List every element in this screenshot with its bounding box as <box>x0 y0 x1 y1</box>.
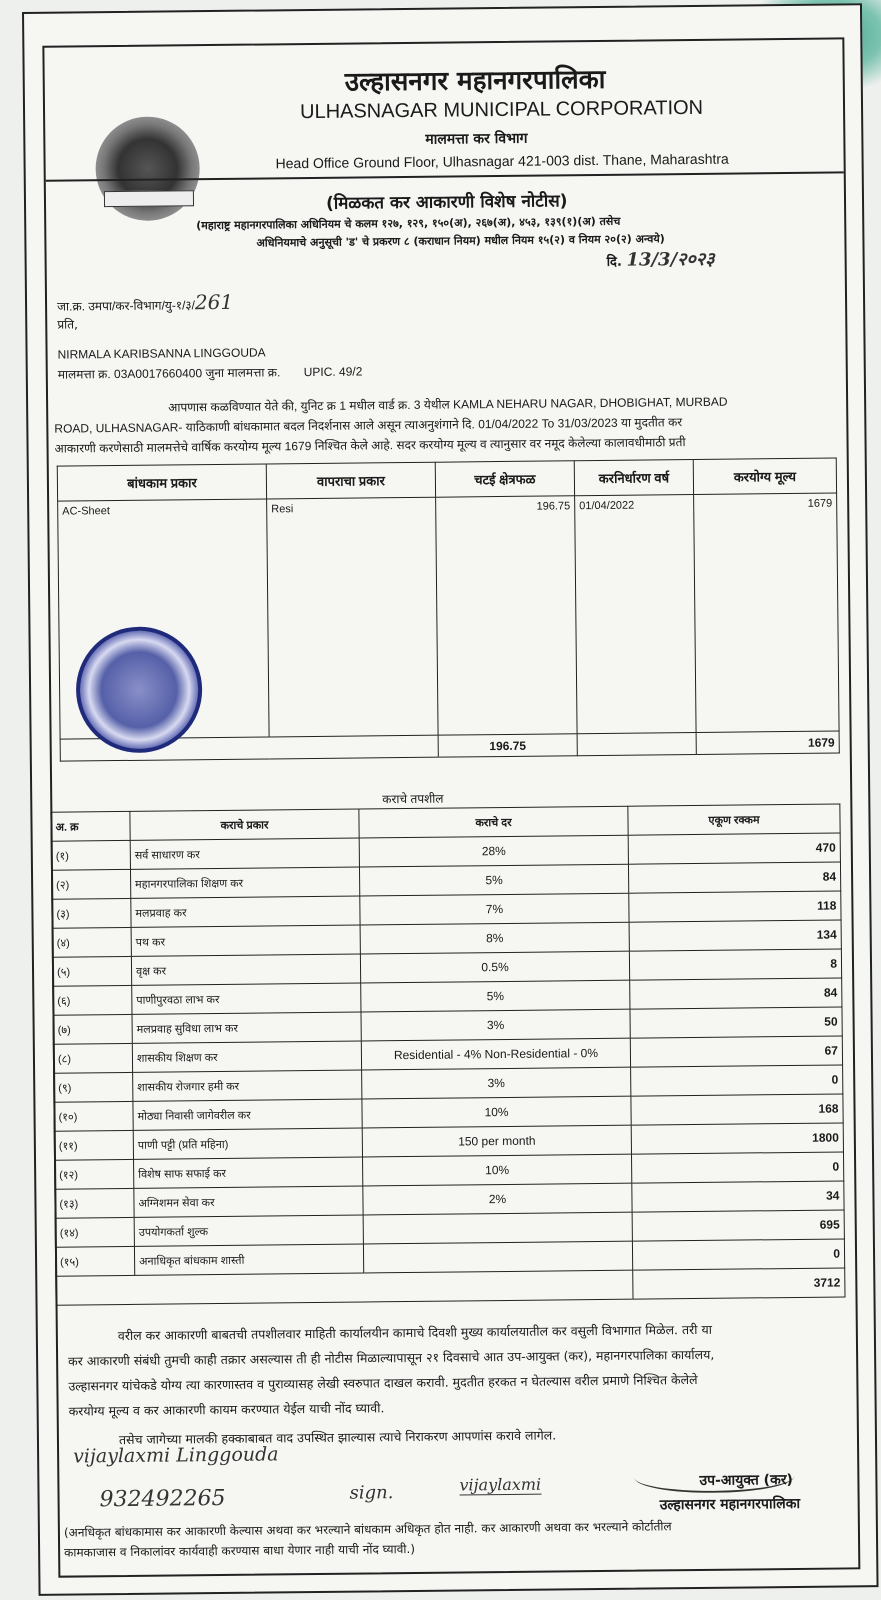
col-usage: वापराचा प्रकार <box>266 462 435 499</box>
ref-value: 261 <box>194 289 234 315</box>
col-amount: एकूण रक्कम <box>628 804 840 835</box>
prati: प्रति, <box>57 317 78 332</box>
tax-row-amount: 0 <box>632 1239 844 1270</box>
tax-row-type: महानगरपालिका शिक्षण कर <box>130 867 359 898</box>
footer-line-4: करयोग्य मूल्य व कर आकारणी कायम करण्यात येईल याची नोंद घ्यावी. <box>68 1400 385 1419</box>
tax-row-rate: 10% <box>363 1154 632 1186</box>
tax-row-rate: 8% <box>360 922 629 954</box>
tax-row-rate: 5% <box>359 864 628 896</box>
tax-row-rate: Residential - 4% Non-Residential - 0% <box>361 1038 630 1070</box>
tax-row-type: पथ कर <box>131 925 360 956</box>
tax-row-type: वृक्ष कर <box>131 954 360 985</box>
col-rate: कराचे दर <box>359 806 628 838</box>
tax-row-no: (८) <box>53 1043 132 1073</box>
tax-row-rate: 28% <box>359 835 628 867</box>
tax-row-amount: 34 <box>632 1181 844 1212</box>
total-area: 196.75 <box>438 734 577 757</box>
tax-table <box>50 803 845 1305</box>
notice-title: (मिळकत कर आकारणी विशेष नोटीस) <box>325 191 568 214</box>
tax-total: 3712 <box>633 1268 845 1299</box>
col-sr: अ. क्र <box>51 811 130 841</box>
tax-row-type: पाणी पट्टी (प्रति महिना) <box>133 1128 362 1159</box>
footer-line-1: वरील कर आकारणी बाबतची तपशीलवार माहिती कार्यालयीन कामाचे दिवशी मुख्य कार्यालयातील कर वसुली विभागात मिळेल. तरी या <box>117 1321 712 1344</box>
tax-row-amount: 50 <box>630 1007 842 1038</box>
tax-row-no: (४) <box>52 927 131 957</box>
total-value: 1679 <box>696 731 839 754</box>
tax-row-rate: 0.5% <box>360 951 629 983</box>
tax-row-type: पाणीपुरवठा लाभ कर <box>132 983 361 1014</box>
date-value: 13/3/२०२३ <box>626 248 715 271</box>
ref-label: जा.क्र. उमपा/कर-विभाग/यु-१/३/ <box>57 298 196 314</box>
tax-row-type: मलप्रवाह कर <box>131 896 360 927</box>
notice-subtitle-2: अधिनियमाचे अनुसूची 'ड' चे प्रकरण ८ (कराधान नियम) मधील नियम १५(२) व नियम २०(२) अन्वये) <box>256 232 665 250</box>
tax-row-amount: 0 <box>631 1152 843 1183</box>
col-value: करयोग्य मूल्य <box>693 458 836 494</box>
handwritten-phone: 932492265 <box>99 1485 226 1513</box>
tax-row-no: (७) <box>53 1014 132 1044</box>
title-english: ULHASNAGAR MUNICIPAL CORPORATION <box>299 96 704 124</box>
cell-construction: AC-Sheet <box>58 499 269 739</box>
corporation-logo <box>95 116 200 221</box>
para-line-3: आकारणी करणेसाठी मालमत्तेचे वार्षिक करयोग्य मूल्य 1679 निश्चित केले आहे. सदर करयोग्य मूल्य व त्यानुसार वर नमूद केलेल्या कालावधीमाठी प्रती <box>54 435 686 456</box>
tax-row-type: शासकीय रोजगार हमी कर <box>133 1070 362 1101</box>
upic: UPIC. 49/2 <box>303 364 363 380</box>
tax-row-amount: 134 <box>629 920 841 951</box>
tax-row-amount: 8 <box>629 949 841 980</box>
tax-row-amount: 84 <box>628 862 840 893</box>
tax-row-type: शासकीय शिक्षण कर <box>132 1041 361 1072</box>
footer-line-5: तसेच जागेच्या मालकी हक्काबाबत वाद उपस्थित झाल्यास त्याचे निराकरण आपणांस करावे लागेल. <box>118 1427 557 1448</box>
tax-row-no: (३) <box>52 898 131 928</box>
tax-row-no: (११) <box>54 1130 133 1160</box>
tax-row-amount: 84 <box>630 978 842 1009</box>
footer-line-3: उल्हासनगर यांचेकडे योग्य त्या कारणास्तव व पुराव्यासह लेखी स्वरुपात दाखल करावी. मुदतीत हरकत न घेतल्यास वरील प्रमाणे निश्चित केलेले <box>68 1372 698 1394</box>
tax-row-type: मलप्रवाह सुविधा लाभ कर <box>132 1012 361 1043</box>
tax-row-type: अग्निशमन सेवा कर <box>134 1186 363 1217</box>
department: मालमत्ता कर विभाग <box>425 130 528 148</box>
notice-document <box>22 3 879 1596</box>
handwritten-name: vijaylaxmi Linggouda <box>73 1443 279 1468</box>
tax-row-type: मोठ्या निवासी जागेवरील कर <box>133 1099 362 1130</box>
tax-row-type: उपयोगकर्ता शुल्क <box>134 1215 363 1246</box>
tax-row-no: (१) <box>51 840 130 870</box>
tax-table-title: कराचे तपशील <box>382 791 444 807</box>
tax-row-amount: 695 <box>632 1210 844 1241</box>
tax-row-no: (१०) <box>54 1101 133 1131</box>
tax-row-rate: 3% <box>362 1067 631 1099</box>
disclaimer-1: (अनधिकृत बांधकामास कर आकारणी केल्यास अथवा कर भरल्याने बांधकाम अधिकृत होत नाही. कर आकारणी अथवा कर भरल्याने कोर्टातील <box>63 1519 672 1540</box>
document-frame <box>42 37 860 1577</box>
tax-row-rate: 7% <box>360 893 629 925</box>
official-seal <box>75 626 202 753</box>
tax-row-rate: 2% <box>363 1183 632 1215</box>
col-construction: बांधकाम प्रकार <box>57 464 266 501</box>
tax-row-no: (१४) <box>55 1217 134 1247</box>
tax-row-no: (६) <box>53 985 132 1015</box>
tax-row-rate: 10% <box>362 1096 631 1128</box>
col-area: चटई क्षेत्रफळ <box>435 461 574 497</box>
tax-row-no: (१५) <box>55 1246 134 1276</box>
tax-row-rate: 150 per month <box>362 1125 631 1157</box>
property-number <box>58 362 363 382</box>
cell-value: 1679 <box>694 493 839 732</box>
tax-row-rate: 5% <box>361 980 630 1012</box>
property-label: मालमत्ता क्र. 03A0017660400 जुना मालमत्ता क्र. <box>57 365 281 382</box>
tax-row-amount: 67 <box>630 1036 842 1067</box>
tax-row-amount: 0 <box>631 1065 843 1096</box>
tax-row-no: (५) <box>52 956 131 986</box>
footer-line-2: कर आकारणी संबंधी तुमची काही तक्रार असल्यास ती ही नोटीस मिळाल्यापासून २१ दिवसाचे आत उप-आयुक्त (कर), महानगरपालिका कार्यालय, <box>68 1346 715 1369</box>
col-year: करनिर्धारण वर्ष <box>574 459 693 495</box>
address: Head Office Ground Floor, Ulhasnagar 421-003 dist. Thane, Maharashtra <box>275 150 729 172</box>
handwritten-signature: vijaylaxmi <box>459 1474 542 1495</box>
tax-row-rate: 3% <box>361 1009 630 1041</box>
tax-row-amount: 470 <box>628 833 840 864</box>
disclaimer-2: कामकाजास व निकालांवर कार्यवाही करण्यास बाधा येणार नाही याची नोंद घ्यावी.) <box>64 1541 416 1560</box>
para-line-1: आपणास कळविण्यात येते की, युनिट क्र 1 मधील वार्ड क्र. 3 येथील KAMLA NEHARU NAGAR, DHOBIGHAT, MURBAD <box>168 394 728 415</box>
tax-row-amount: 168 <box>631 1094 843 1125</box>
tax-row-no: (९) <box>54 1072 133 1102</box>
date-label: दि. <box>606 254 622 270</box>
cell-year: 01/04/2022 <box>575 494 696 733</box>
tax-row-amount: 118 <box>629 891 841 922</box>
officer-org: उल्हासनगर महानगरपालिका <box>659 1495 801 1514</box>
tax-row-no: (१२) <box>55 1159 134 1189</box>
tax-row-rate <box>363 1241 632 1273</box>
cell-area: 196.75 <box>436 496 577 735</box>
reference-number <box>57 290 233 316</box>
col-type: कराचे प्रकार <box>130 809 359 840</box>
officer-title: उप-आयुक्त (कर) <box>699 1472 793 1489</box>
title-marathi: उल्हासनगर महानगरपालिका <box>344 64 606 98</box>
handwritten-sign-label: sign. <box>349 1482 394 1504</box>
notice-date <box>607 247 715 272</box>
para-line-2: ROAD, ULHASNAGAR- याठिकाणी बांधकामात बदल निदर्शनास आले असून त्याअनुशंगाने दि. 01/04/2022 To 31/03/2023 या मुदतीत कर <box>54 415 683 436</box>
tax-row-no: (२) <box>51 869 130 899</box>
cell-usage: Resi <box>267 497 438 737</box>
tax-row-rate <box>363 1212 632 1244</box>
tax-row-type: सर्व साधारण कर <box>130 838 359 869</box>
tax-row-amount: 1800 <box>631 1123 843 1154</box>
tax-row-type: विशेष साफ सफाई कर <box>134 1157 363 1188</box>
tax-row-type: अनाधिकृत बांधकाम शास्ती <box>134 1244 363 1275</box>
owner-name: NIRMALA KARIBSANNA LINGGOUDA <box>57 345 266 362</box>
notice-subtitle-1: (महाराष्ट्र महानगरपालिका अधिनियम चे कलम १२७, १२९, १५०(अ), २६७(अ), ४५३, १३९(१)(अ) तसेच <box>196 214 621 233</box>
tax-row-no: (१३) <box>55 1188 134 1218</box>
